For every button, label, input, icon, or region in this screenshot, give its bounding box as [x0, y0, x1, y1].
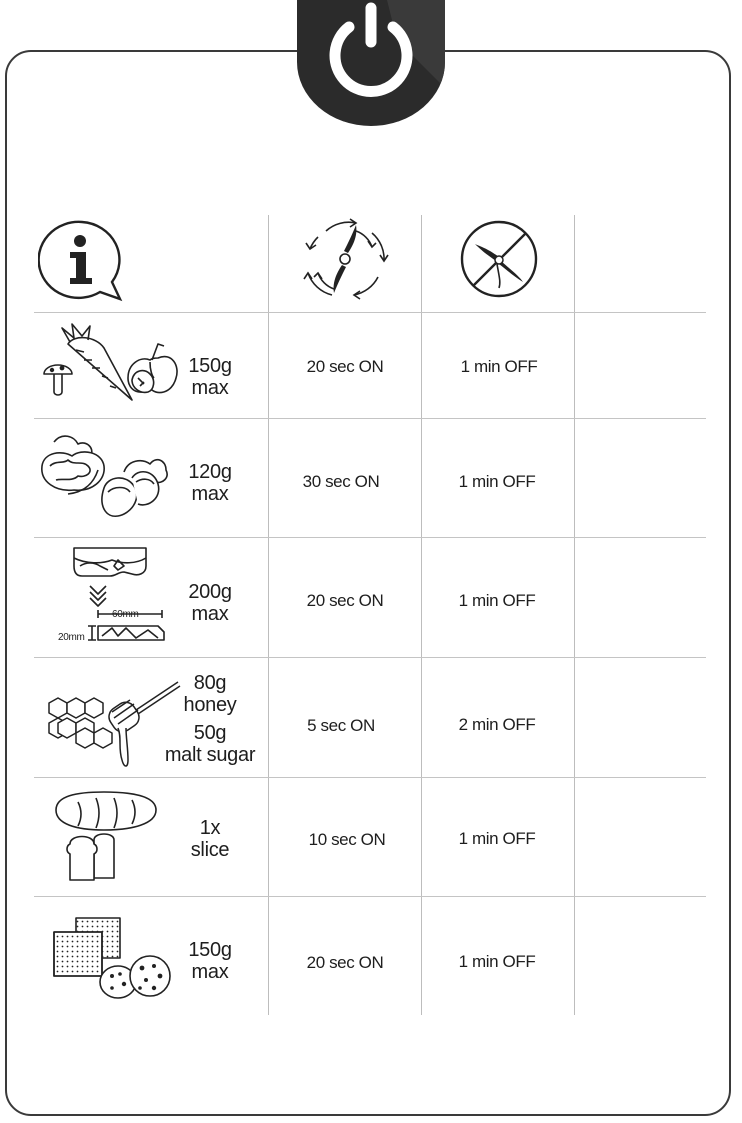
quantity-label: 150g max [188, 355, 232, 399]
off-time: 1 min OFF [458, 829, 536, 848]
row-divider [34, 896, 706, 897]
on-time: 20 sec ON [306, 357, 384, 376]
off-time: 2 min OFF [458, 715, 536, 734]
blade-stopped-icon [459, 220, 541, 300]
quantity-label: 80g honey 50g malt sugar [164, 672, 256, 766]
bread-icon [52, 788, 162, 884]
row-divider [34, 657, 706, 658]
quantity-label: 150g max [188, 939, 232, 983]
off-time: 1 min OFF [458, 952, 536, 971]
vegetables-fruit-icon [40, 322, 188, 402]
row-divider [34, 537, 706, 538]
off-time: 1 min OFF [458, 591, 536, 610]
dimension-label: 20mm [58, 632, 85, 643]
row-divider [34, 418, 706, 419]
column-divider [574, 215, 575, 1015]
quantity-label: 200g max [188, 581, 232, 625]
row-divider [34, 312, 706, 313]
column-divider [268, 215, 269, 1015]
on-time: 5 sec ON [307, 716, 375, 735]
dimension-label: 60mm [112, 609, 139, 620]
quantity-label: 120g max [188, 461, 232, 505]
on-time: 10 sec ON [308, 830, 386, 849]
column-divider [421, 215, 422, 1015]
biscuits-icon [50, 914, 176, 1006]
on-time: 20 sec ON [306, 591, 384, 610]
on-time: 30 sec ON [302, 472, 380, 491]
off-time: 1 min OFF [458, 472, 536, 491]
quantity-label: 1x slice [190, 817, 230, 861]
off-time: 1 min OFF [460, 357, 538, 376]
rotating-blade-icon [298, 215, 392, 305]
info-icon [38, 218, 128, 303]
power-icon [297, 0, 445, 126]
on-time: 20 sec ON [306, 953, 384, 972]
nuts-icon [38, 430, 178, 520]
row-divider [34, 777, 706, 778]
